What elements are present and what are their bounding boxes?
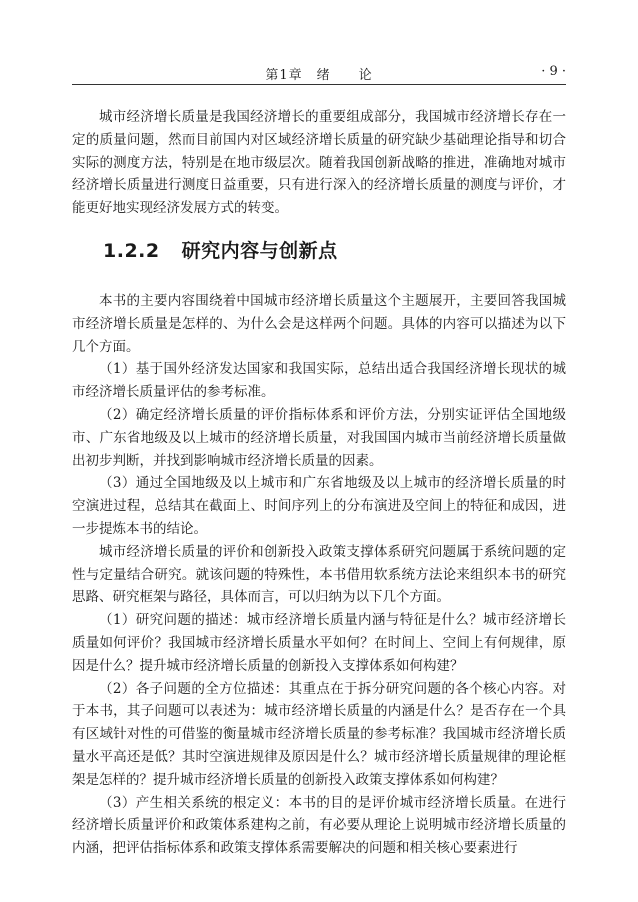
body-text bbox=[72, 290, 566, 860]
paragraph: （2）确定经济增长质量的评价指标体系和评价方法，分别实证评估全国地级市、广东省地级及以上城市的经济增长质量，对我国国内城市当前经济增长质量做出初步判断，并找到影响城市经济增长质量的因素。 bbox=[72, 406, 566, 469]
page-number: · 9 · bbox=[541, 64, 566, 79]
paragraph: （1）研究问题的描述：城市经济增长质量内涵与特征是什么？城市经济增长质量如何评价？我国城市经济增长质量水平如何？在时间上、空间上有何规律，原因是什么？提升城市经济增长质量的创新投入支撑体系如何构建？ bbox=[72, 612, 566, 674]
paragraph: （3）产生相关系统的根定义：本书的目的是评价城市经济增长质量。在进行经济增长质量评价和政策体系建构之前，有必要从理论上说明城市经济增长质量的内涵，把评估指标体系和政策支撑体系需要解决的问题和相关核心要素进行 bbox=[72, 794, 566, 857]
section-heading bbox=[103, 236, 338, 263]
intro-text bbox=[72, 106, 566, 220]
paragraph: （2）各子问题的全方位描述：其重点在于拆分研究问题的各个核心内容。对于本书，其子问题可以表述为：城市经济增长质量的内涵是什么？是否存在一个具有区域针对性的可借鉴的衡量城市经济增长质量的参考标准？我国城市经济增长质量水平高还是低？其时空演进规律及原因是什么？城市经济增长质量规律的理论框架是怎样的？提升城市经济增长质量的创新投入政策支撑体系如何构建？ bbox=[72, 680, 566, 788]
paragraph: 城市经济增长质量是我国经济增长的重要组成部分，我国城市经济增长存在一定的质量问题，然而目前国内对区域经济增长质量的研究缺少基础理论指导和切合实际的测度方法，特别是在地市级层次。随着我国创新战略的推进，准确地对城市经济增长质量进行测度日益重要，只有进行深入的经济增长质量的测度与评价，才能更好地实现经济发展方式的转变。 bbox=[72, 109, 566, 217]
paragraph: （1）基于国外经济发达国家和我国实际，总结出适合我国经济增长现状的城市经济增长质量评估的参考标准。 bbox=[72, 361, 566, 401]
paragraph: 本书的主要内容围绕着中国城市经济增长质量这个主题展开，主要回答我国城市经济增长质量是怎样的、为什么会是这样两个问题。具体的内容可以描述为以下几个方面。 bbox=[72, 293, 566, 355]
section-number: 1.2.2 bbox=[103, 240, 160, 262]
section-title: 研究内容与创新点 bbox=[181, 240, 338, 262]
chapter-title: 第1章 绪 论 bbox=[265, 68, 373, 83]
paragraph: （3）通过全国地级及以上城市和广东省地级及以上城市的经济增长质量的时空演进过程，总结其在截面上、时间序列上的分布演进及空间上的特征和成因，进一步提炼本书的结论。 bbox=[72, 475, 566, 537]
paragraph: 城市经济增长质量的评价和创新投入政策支撑体系研究问题属于系统问题的定性与定量结合研究。就该问题的特殊性，本书借用软系统方法论来组织本书的研究思路、研究框架与路径，具体而言，可以归纳为以下几个方面。 bbox=[72, 543, 566, 606]
running-header bbox=[72, 62, 566, 85]
